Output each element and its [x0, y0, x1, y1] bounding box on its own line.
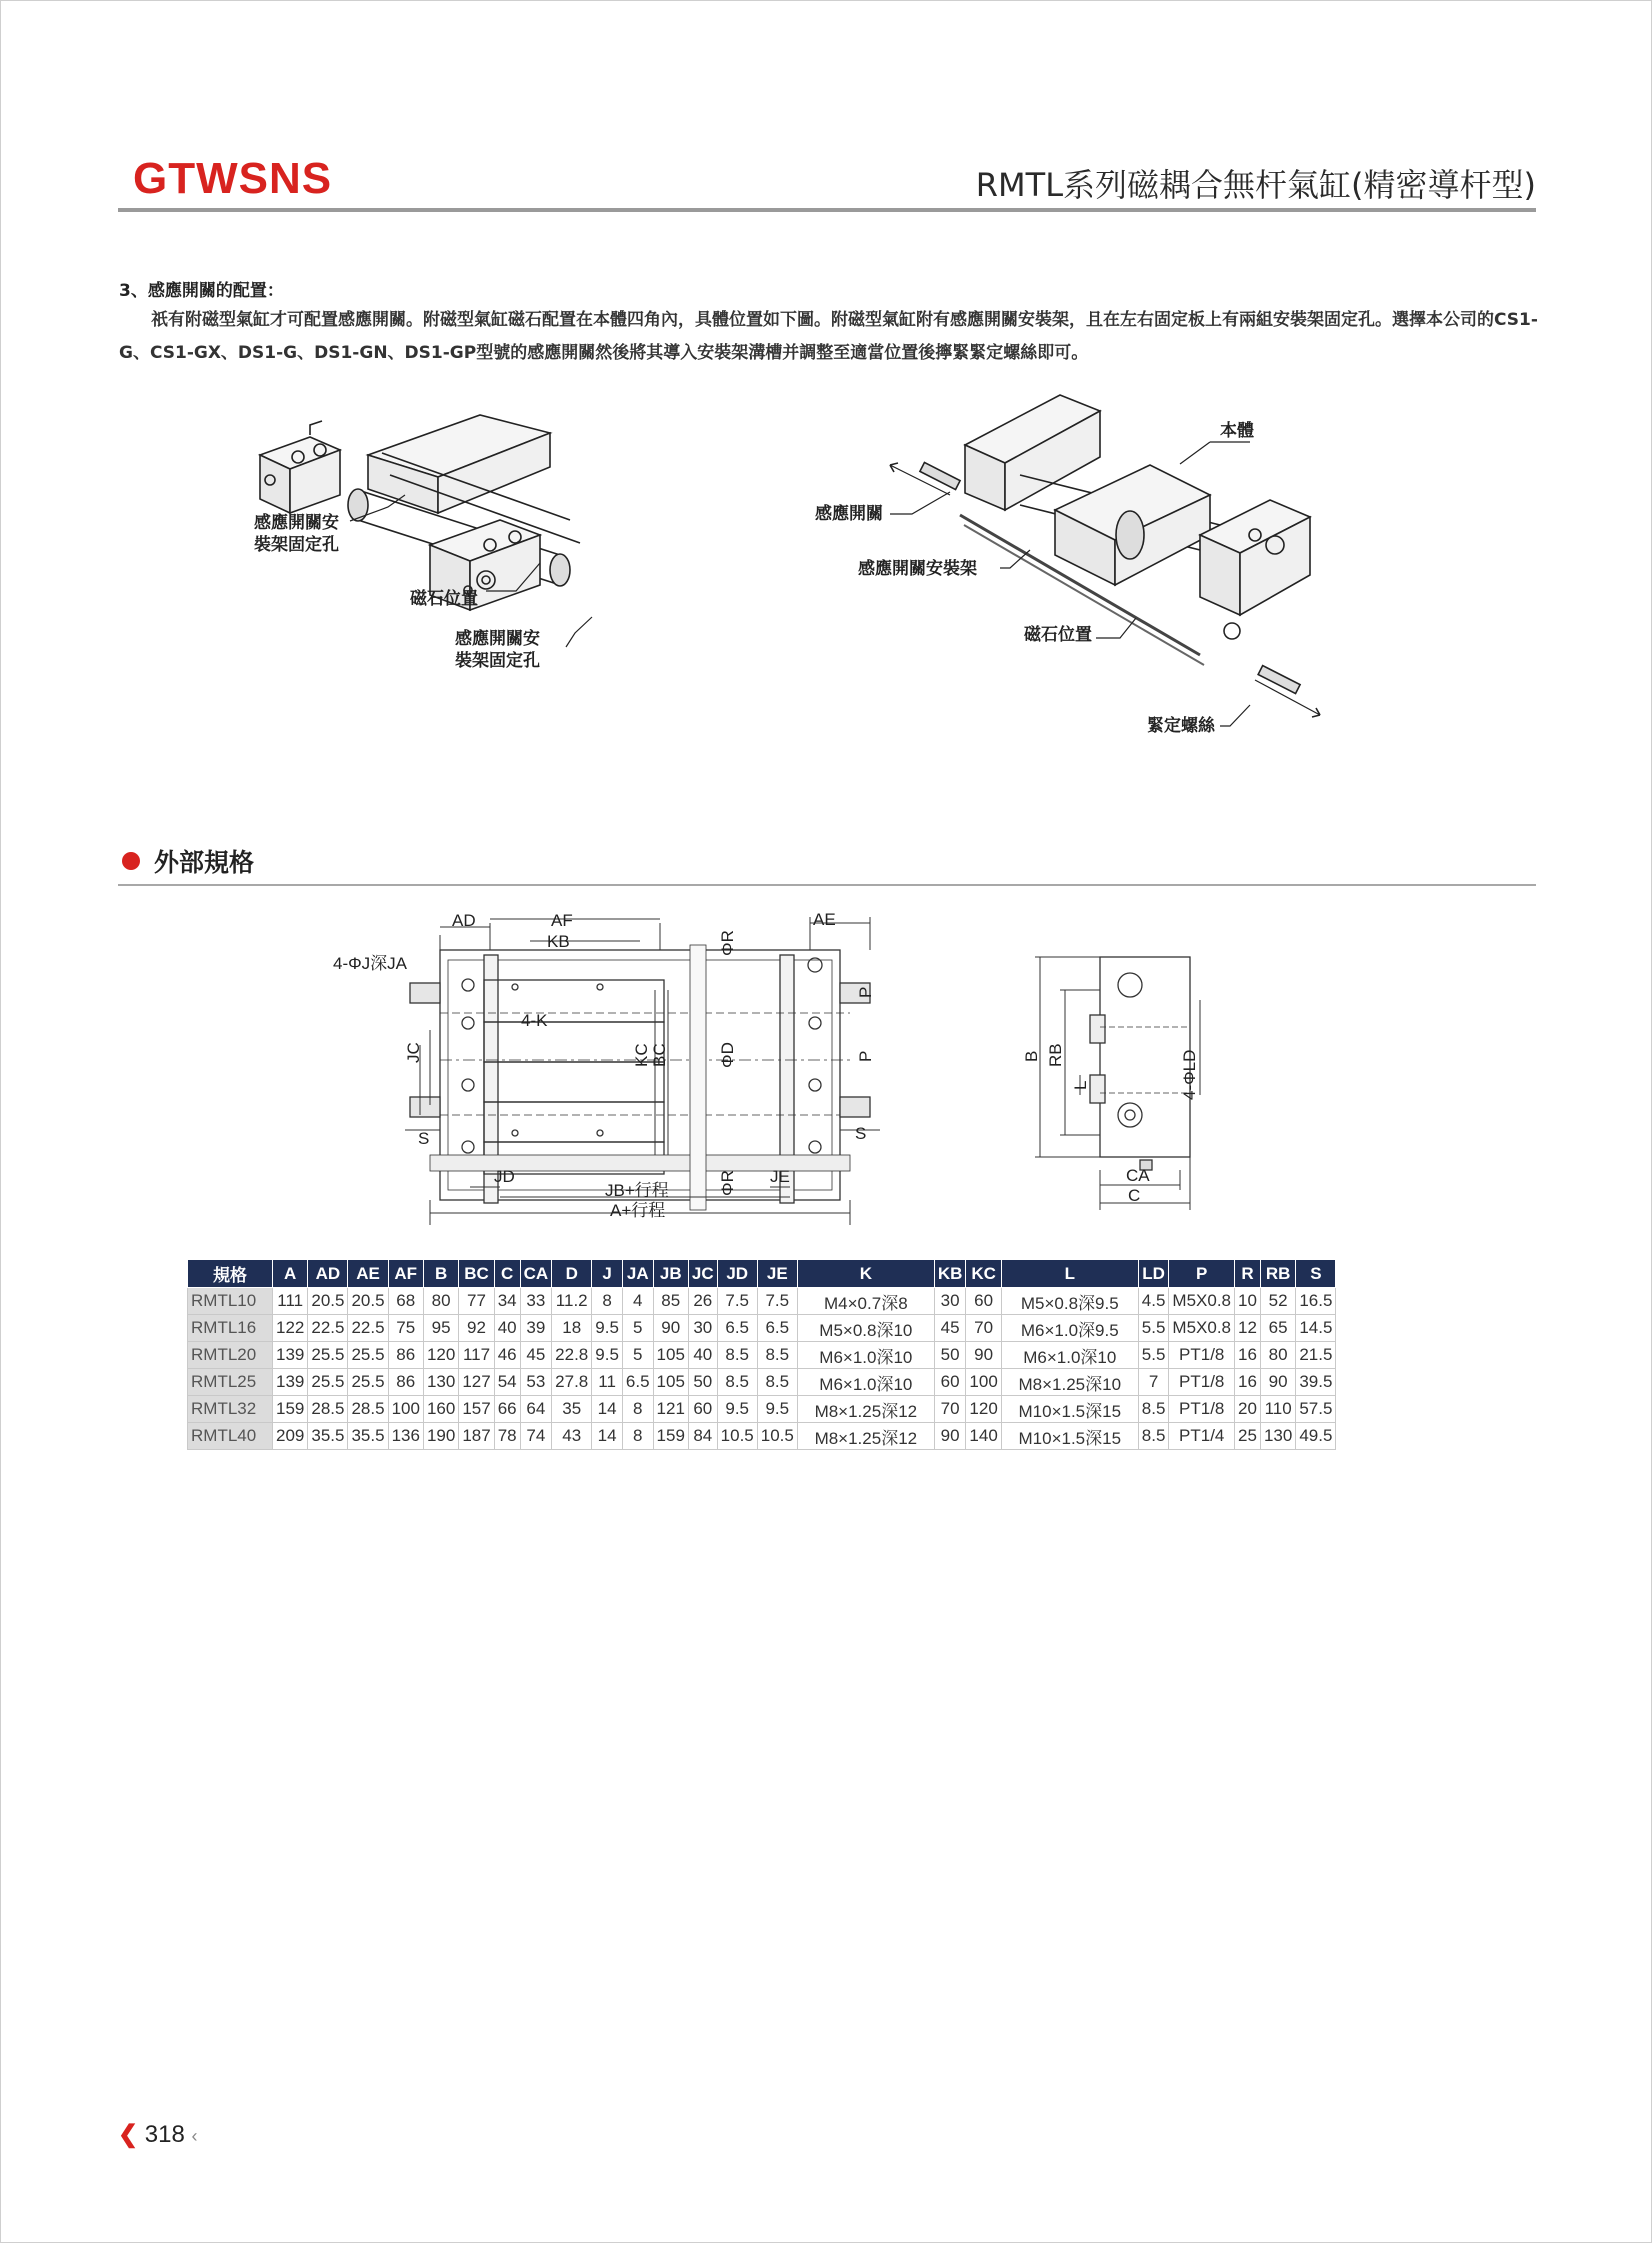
table-cell: 68 — [388, 1288, 423, 1315]
table-cell: 130 — [1260, 1423, 1295, 1450]
table-cell: 27.8 — [552, 1369, 592, 1396]
table-cell: 16.5 — [1296, 1288, 1336, 1315]
table-cell: 64 — [520, 1396, 552, 1423]
table-cell: 8 — [592, 1288, 623, 1315]
table-cell: 11.2 — [552, 1288, 592, 1315]
table-cell: 21.5 — [1296, 1342, 1336, 1369]
table-cell: 140 — [966, 1423, 1001, 1450]
prev-page-icon: ❮ — [118, 2121, 139, 2148]
table-cell: M4×0.7深8 — [797, 1288, 934, 1315]
table-cell: M5X0.8 — [1169, 1288, 1235, 1315]
table-cell: 25.5 — [348, 1369, 388, 1396]
external-divider — [118, 884, 1536, 886]
col-header: R — [1235, 1260, 1261, 1288]
table-cell: 8 — [622, 1423, 653, 1450]
table-cell: 14 — [592, 1396, 623, 1423]
dim-KC: KC — [632, 1043, 651, 1067]
table-row — [188, 1396, 1336, 1423]
table-cell: 8.5 — [717, 1342, 757, 1369]
dim-4-K: 4-K — [521, 1011, 548, 1030]
table-cell: 139 — [273, 1369, 308, 1396]
table-cell: 25.5 — [348, 1342, 388, 1369]
col-header: AD — [308, 1260, 348, 1288]
table-cell: 6.5 — [622, 1369, 653, 1396]
table-cell: 18 — [552, 1315, 592, 1342]
table-cell: 25.5 — [308, 1342, 348, 1369]
table-cell: 8.5 — [757, 1342, 797, 1369]
table-cell: 9.5 — [717, 1396, 757, 1423]
table-cell: 86 — [388, 1369, 423, 1396]
table-cell: 8.5 — [1138, 1396, 1169, 1423]
dim-JE: JE — [770, 1167, 790, 1186]
table-cell: 120 — [423, 1342, 458, 1369]
table-cell: 35.5 — [308, 1423, 348, 1450]
table-cell: 85 — [653, 1288, 688, 1315]
dim-C: C — [1128, 1186, 1141, 1205]
table-cell: 39 — [520, 1315, 552, 1342]
table-cell: 22.8 — [552, 1342, 592, 1369]
table-cell: 45 — [520, 1342, 552, 1369]
table-cell: 66 — [494, 1396, 520, 1423]
spec-table — [187, 1259, 1336, 1450]
brand-logo: GTWSNS — [133, 154, 333, 203]
col-header: A — [273, 1260, 308, 1288]
dim-JD: JD — [494, 1167, 515, 1186]
table-cell: 90 — [934, 1423, 966, 1450]
table-cell: 53 — [520, 1369, 552, 1396]
table-cell: 45 — [934, 1315, 966, 1342]
right-label-magnet: 磁石位置 — [1024, 625, 1092, 645]
dim-JC: JC — [404, 1042, 423, 1063]
table-cell: M5X0.8 — [1169, 1315, 1235, 1342]
table-cell: 122 — [273, 1315, 308, 1342]
table-cell: M8×1.25深12 — [797, 1423, 934, 1450]
table-cell: M6×1.0深9.5 — [1001, 1315, 1138, 1342]
table-cell: 25 — [1235, 1423, 1261, 1450]
col-header: BC — [459, 1260, 494, 1288]
col-header: LD — [1138, 1260, 1169, 1288]
table-cell: 9.5 — [592, 1342, 623, 1369]
table-cell: 77 — [459, 1288, 494, 1315]
col-header: AE — [348, 1260, 388, 1288]
table-cell: 52 — [1260, 1288, 1295, 1315]
page-number-label: 318 — [144, 2121, 185, 2148]
dim-CA: CA — [1126, 1166, 1150, 1185]
table-cell: 121 — [653, 1396, 688, 1423]
table-cell: M6×1.0深10 — [797, 1342, 934, 1369]
table-cell: 8.5 — [1138, 1423, 1169, 1450]
col-header: P — [1169, 1260, 1235, 1288]
dim-phi-R-top: ΦR — [718, 930, 737, 956]
table-cell: M8×1.25深12 — [797, 1396, 934, 1423]
table-cell: 57.5 — [1296, 1396, 1336, 1423]
table-cell: 105 — [653, 1342, 688, 1369]
table-cell: 78 — [494, 1423, 520, 1450]
table-cell: 84 — [688, 1423, 717, 1450]
section-bullet-icon — [122, 852, 140, 870]
table-cell: 46 — [494, 1342, 520, 1369]
table-cell: 30 — [688, 1315, 717, 1342]
col-header: JC — [688, 1260, 717, 1288]
table-cell: 110 — [1260, 1396, 1295, 1423]
dim-P-top: P — [856, 986, 875, 998]
col-header: KC — [966, 1260, 1001, 1288]
right-label-switch: 感應開關 — [815, 504, 883, 524]
col-header: S — [1296, 1260, 1336, 1288]
col-header: RB — [1260, 1260, 1295, 1288]
table-cell: 4.5 — [1138, 1288, 1169, 1315]
table-cell: 95 — [423, 1315, 458, 1342]
table-cell: 20 — [1235, 1396, 1261, 1423]
right-label-screw: 緊定螺絲 — [1147, 716, 1215, 736]
col-header: C — [494, 1260, 520, 1288]
table-cell: 43 — [552, 1423, 592, 1450]
table-cell: 14 — [592, 1423, 623, 1450]
left-label-mount-hole-bottom: 感應開關安 裝架固定孔 — [455, 629, 540, 671]
table-cell: 75 — [388, 1315, 423, 1342]
left-label-mount-hole-top: 感應開關安 裝架固定孔 — [254, 513, 339, 555]
table-cell: 54 — [494, 1369, 520, 1396]
table-cell: 159 — [653, 1423, 688, 1450]
dim-B: B — [1022, 1050, 1041, 1062]
dim-JB-stroke: JB+行程 — [605, 1181, 669, 1200]
table-cell: 20.5 — [308, 1288, 348, 1315]
col-header: D — [552, 1260, 592, 1288]
table-cell: 5.5 — [1138, 1342, 1169, 1369]
table-cell: M10×1.5深15 — [1001, 1423, 1138, 1450]
dim-S-right: S — [855, 1124, 867, 1143]
table-cell: 33 — [520, 1288, 552, 1315]
table-header-row — [188, 1260, 1336, 1288]
table-cell: 111 — [273, 1288, 308, 1315]
table-cell: 26 — [688, 1288, 717, 1315]
header-divider — [118, 208, 1536, 212]
table-cell: 80 — [423, 1288, 458, 1315]
table-cell: 50 — [934, 1342, 966, 1369]
table-cell: 127 — [459, 1369, 494, 1396]
table-cell: 28.5 — [308, 1396, 348, 1423]
table-cell: PT1/8 — [1169, 1342, 1235, 1369]
table-cell: PT1/4 — [1169, 1423, 1235, 1450]
table-cell: 28.5 — [348, 1396, 388, 1423]
table-cell: 9.5 — [757, 1396, 797, 1423]
table-cell: 190 — [423, 1423, 458, 1450]
table-cell: PT1/8 — [1169, 1396, 1235, 1423]
table-cell: 92 — [459, 1315, 494, 1342]
table-cell: 10.5 — [757, 1423, 797, 1450]
table-cell: 70 — [966, 1315, 1001, 1342]
right-label-bracket: 感應開關安裝架 — [858, 559, 977, 579]
table-cell: 130 — [423, 1369, 458, 1396]
table-cell: 25.5 — [308, 1369, 348, 1396]
section-heading: 3、感應開關的配置： — [119, 281, 284, 301]
table-row — [188, 1342, 1336, 1369]
table-cell: 117 — [459, 1342, 494, 1369]
table-cell: 100 — [966, 1369, 1001, 1396]
col-header: J — [592, 1260, 623, 1288]
table-cell: 8.5 — [757, 1369, 797, 1396]
table-cell: PT1/8 — [1169, 1369, 1235, 1396]
table-cell: 160 — [423, 1396, 458, 1423]
table-cell: 60 — [934, 1369, 966, 1396]
col-header: JE — [757, 1260, 797, 1288]
table-cell: 39.5 — [1296, 1369, 1336, 1396]
table-cell: 105 — [653, 1369, 688, 1396]
model-cell: RMTL40 — [188, 1423, 273, 1450]
table-cell: 8 — [622, 1396, 653, 1423]
table-cell: 139 — [273, 1342, 308, 1369]
dim-BC: BC — [650, 1043, 669, 1067]
table-cell: 10 — [1235, 1288, 1261, 1315]
table-cell: M5×0.8深9.5 — [1001, 1288, 1138, 1315]
table-cell: M10×1.5深15 — [1001, 1396, 1138, 1423]
dim-phi-D: ΦD — [718, 1042, 737, 1068]
col-header: K — [797, 1260, 934, 1288]
left-label-magnet: 磁石位置 — [410, 589, 478, 609]
table-cell: 159 — [273, 1396, 308, 1423]
col-header: L — [1001, 1260, 1138, 1288]
table-cell: M6×1.0深10 — [1001, 1342, 1138, 1369]
table-cell: 6.5 — [757, 1315, 797, 1342]
table-cell: 7.5 — [717, 1288, 757, 1315]
model-cell: RMTL32 — [188, 1396, 273, 1423]
table-cell: 209 — [273, 1423, 308, 1450]
dim-phi-R-bottom: ΦR — [718, 1170, 737, 1196]
col-header: JB — [653, 1260, 688, 1288]
col-header: 規格 — [188, 1260, 273, 1288]
table-cell: 35.5 — [348, 1423, 388, 1450]
dim-L: L — [1071, 1080, 1090, 1090]
dim-RB: RB — [1046, 1043, 1065, 1067]
table-cell: 100 — [388, 1396, 423, 1423]
table-cell: M6×1.0深10 — [797, 1369, 934, 1396]
table-cell: 157 — [459, 1396, 494, 1423]
col-header: CA — [520, 1260, 552, 1288]
table-cell: 9.5 — [592, 1315, 623, 1342]
table-cell: 16 — [1235, 1369, 1261, 1396]
left-leader-lines — [240, 395, 740, 685]
dim-A-stroke: A+行程 — [610, 1201, 666, 1220]
model-cell: RMTL16 — [188, 1315, 273, 1342]
table-cell: 16 — [1235, 1342, 1261, 1369]
table-cell: 35 — [552, 1396, 592, 1423]
table-cell: 90 — [966, 1342, 1001, 1369]
col-header: AF — [388, 1260, 423, 1288]
table-cell: 14.5 — [1296, 1315, 1336, 1342]
table-cell: 4 — [622, 1288, 653, 1315]
table-cell: 74 — [520, 1423, 552, 1450]
table-cell: 12 — [1235, 1315, 1261, 1342]
dim-4-phi-j: 4-ΦJ深JA — [333, 954, 408, 973]
external-dimensions-heading: 外部規格 — [154, 848, 255, 877]
table-row — [188, 1288, 1336, 1315]
table-cell: 65 — [1260, 1315, 1295, 1342]
col-header: KB — [934, 1260, 966, 1288]
table-cell: 86 — [388, 1342, 423, 1369]
table-cell: 22.5 — [308, 1315, 348, 1342]
dim-KB: KB — [547, 932, 570, 951]
table-cell: M8×1.25深10 — [1001, 1369, 1138, 1396]
table-cell: 7 — [1138, 1369, 1169, 1396]
table-cell: 5.5 — [1138, 1315, 1169, 1342]
dim-4-phi-LD: 4-ΦLD — [1180, 1049, 1199, 1100]
col-header: JA — [622, 1260, 653, 1288]
table-cell: 30 — [934, 1288, 966, 1315]
table-cell: 5 — [622, 1315, 653, 1342]
table-cell: 120 — [966, 1396, 1001, 1423]
table-row — [188, 1369, 1336, 1396]
model-cell: RMTL20 — [188, 1342, 273, 1369]
model-cell: RMTL10 — [188, 1288, 273, 1315]
dim-AD: AD — [452, 911, 476, 930]
table-cell: 8.5 — [717, 1369, 757, 1396]
table-cell: 90 — [1260, 1369, 1295, 1396]
right-label-body: 本體 — [1220, 421, 1254, 441]
dim-AF: AF — [551, 911, 573, 930]
page-number — [118, 2120, 198, 2149]
table-cell: 34 — [494, 1288, 520, 1315]
table-cell: M5×0.8深10 — [797, 1315, 934, 1342]
table-cell: 136 — [388, 1423, 423, 1450]
col-header: B — [423, 1260, 458, 1288]
table-cell: 11 — [592, 1369, 623, 1396]
table-row — [188, 1423, 1336, 1450]
next-page-icon: ‹ — [191, 2126, 198, 2146]
table-cell: 20.5 — [348, 1288, 388, 1315]
table-cell: 7.5 — [757, 1288, 797, 1315]
table-cell: 90 — [653, 1315, 688, 1342]
table-cell: 49.5 — [1296, 1423, 1336, 1450]
table-cell: 60 — [688, 1396, 717, 1423]
table-cell: 10.5 — [717, 1423, 757, 1450]
page-title: RMTL系列磁耦合無杆氣缸(精密導杆型) — [975, 166, 1536, 204]
table-cell: 80 — [1260, 1342, 1295, 1369]
table-cell: 187 — [459, 1423, 494, 1450]
table-cell: 22.5 — [348, 1315, 388, 1342]
table-cell: 40 — [494, 1315, 520, 1342]
table-cell: 60 — [966, 1288, 1001, 1315]
table-cell: 40 — [688, 1342, 717, 1369]
table-cell: 70 — [934, 1396, 966, 1423]
section-paragraph: 祇有附磁型氣缸才可配置感應開關。附磁型氣缸磁石配置在本體四角內，具體位置如下圖。附磁型氣缸附有感應開關安裝架，且在左右固定板上有兩組安裝架固定孔。選擇本公司的CS1-G、CS1-GX、DS1-G、DS1-GN、DS1-GP型號的感應開關然後將其導入安裝架溝槽并調整至適當位置後擰緊緊定螺絲即可。 — [119, 310, 1538, 363]
dim-AE: AE — [813, 910, 836, 929]
col-header: JD — [717, 1260, 757, 1288]
model-cell: RMTL25 — [188, 1369, 273, 1396]
table-cell: 5 — [622, 1342, 653, 1369]
table-cell: 6.5 — [717, 1315, 757, 1342]
dim-P-bottom: P — [856, 1050, 875, 1062]
right-leader-lines — [800, 400, 1300, 740]
dim-S-left: S — [418, 1129, 430, 1148]
table-row — [188, 1315, 1336, 1342]
table-cell: 50 — [688, 1369, 717, 1396]
